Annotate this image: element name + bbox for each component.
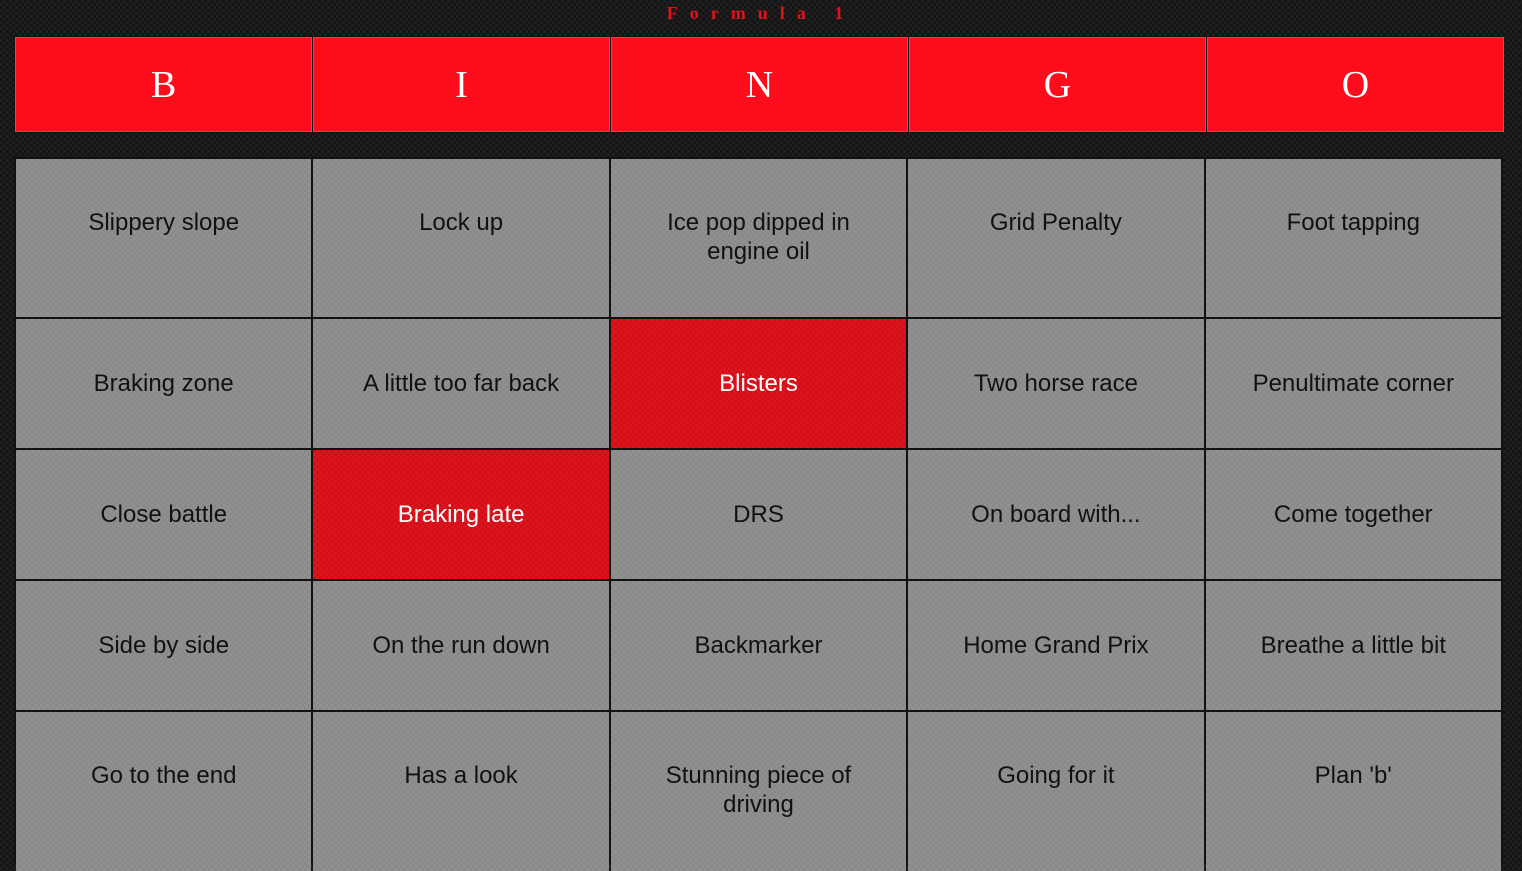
bingo-cell[interactable]: Foot tapping: [1206, 159, 1501, 317]
header-letter-i: I: [313, 37, 610, 132]
bingo-cell[interactable]: Stunning piece of driving: [611, 712, 906, 871]
page-title: Formula 1: [666, 3, 856, 23]
bingo-cell[interactable]: Braking zone: [16, 319, 311, 448]
bingo-cell[interactable]: Go to the end: [16, 712, 311, 871]
bingo-cell[interactable]: A little too far back: [313, 319, 608, 448]
bingo-cell[interactable]: Going for it: [908, 712, 1203, 871]
bingo-cell[interactable]: Braking late: [313, 450, 608, 579]
bingo-cell[interactable]: Close battle: [16, 450, 311, 579]
header-letter-b: B: [15, 37, 312, 132]
bingo-board: [14, 157, 1503, 863]
bingo-cell[interactable]: Lock up: [313, 159, 608, 317]
bingo-cell[interactable]: On board with...: [908, 450, 1203, 579]
header-letter-n: N: [611, 37, 908, 132]
bingo-cell[interactable]: Come together: [1206, 450, 1501, 579]
header-letter-g: G: [909, 37, 1206, 132]
header-letter-o: O: [1207, 37, 1504, 132]
bingo-cell[interactable]: On the run down: [313, 581, 608, 710]
bingo-cell[interactable]: Grid Penalty: [908, 159, 1203, 317]
bingo-cell[interactable]: Slippery slope: [16, 159, 311, 317]
bingo-cell[interactable]: Side by side: [16, 581, 311, 710]
bingo-header: [14, 36, 1503, 133]
bingo-cell[interactable]: DRS: [611, 450, 906, 579]
bingo-cell[interactable]: Breathe a little bit: [1206, 581, 1501, 710]
bingo-cell[interactable]: Home Grand Prix: [908, 581, 1203, 710]
bingo-cell[interactable]: Ice pop dipped in engine oil: [611, 159, 906, 317]
bingo-cell[interactable]: Backmarker: [611, 581, 906, 710]
bingo-cell[interactable]: Penultimate corner: [1206, 319, 1501, 448]
bingo-cell[interactable]: Plan 'b': [1206, 712, 1501, 871]
bingo-cell[interactable]: Has a look: [313, 712, 608, 871]
bingo-cell[interactable]: Blisters: [611, 319, 906, 448]
bingo-cell[interactable]: Two horse race: [908, 319, 1203, 448]
